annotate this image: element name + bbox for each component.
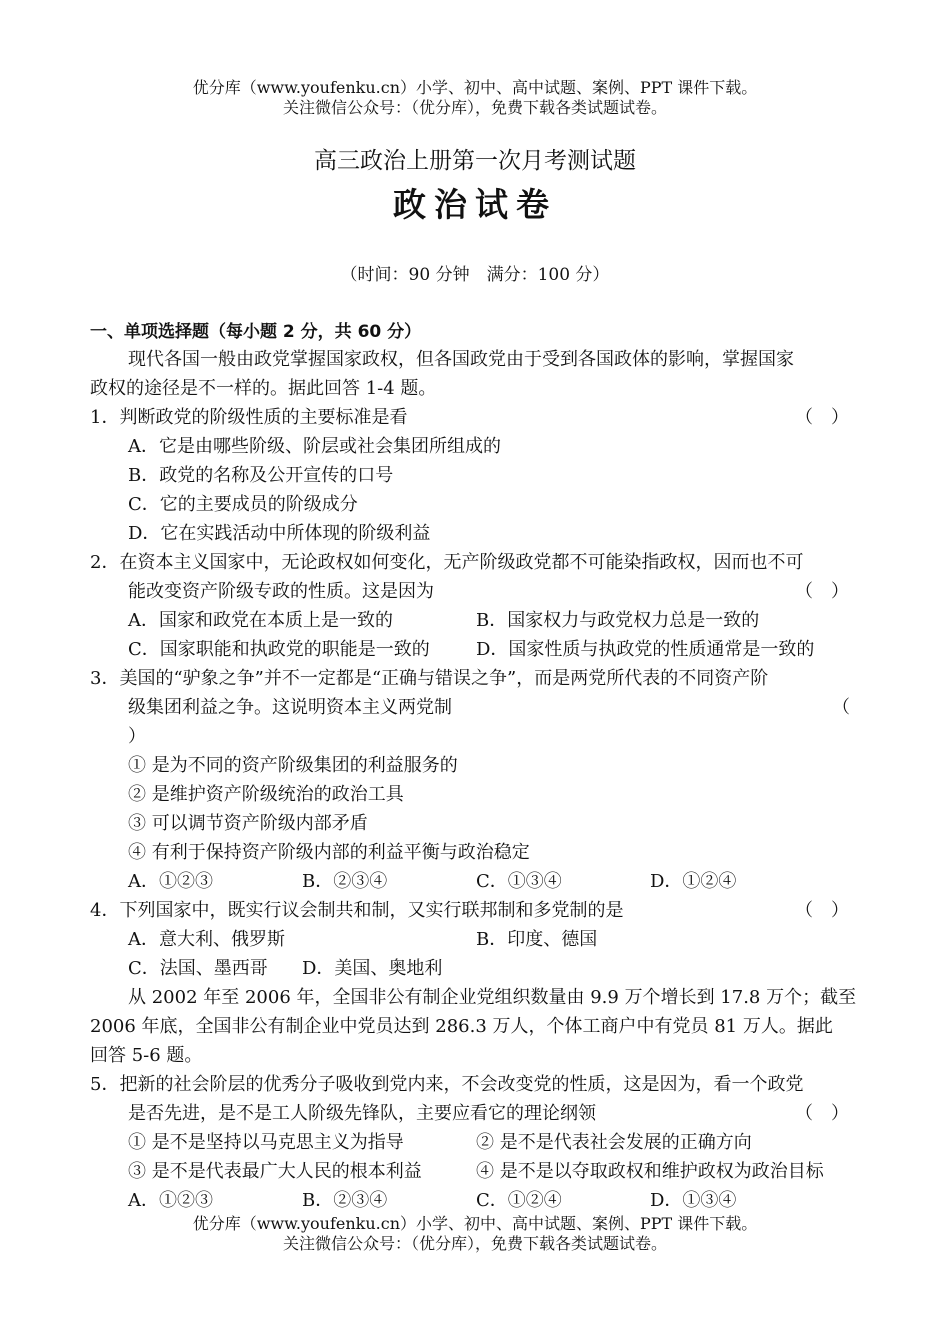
intro-2-line-2: 2006 年底，全国非公有制企业中党员达到 286.3 万人，个体工商户中有党员 81 万人。据此 — [90, 1016, 833, 1037]
exam-title: 高三政治上册第一次月考测试题 — [314, 148, 636, 174]
q3-statement-4: ④ 有利于保持资产阶级内部的利益平衡与政治稳定 — [128, 842, 530, 863]
q2-option-d: D．国家性质与执政党的性质通常是一致的 — [476, 639, 815, 660]
q2-stem-line-1: 2．在资本主义国家中，无论政权如何变化，无产阶级政党都不可能染指政权，因而也不可 — [90, 552, 804, 573]
q4-option-b: B．印度、德国 — [476, 929, 598, 950]
q5-statement-1: ① 是不是坚持以马克思主义为指导 — [128, 1132, 404, 1153]
exam-subtitle: 政治试卷 — [393, 185, 557, 224]
q5-statement-3: ③ 是不是代表最广大人民的根本利益 — [128, 1161, 422, 1182]
q5-option-d: D．①③④ — [650, 1190, 737, 1211]
q1-option-c: C．它的主要成员的阶级成分 — [128, 494, 358, 515]
footer-line-1: 优分库（www.youfenku.cn）小学、初中、高中试题、案例、PPT 课件下载。 — [192, 1214, 758, 1233]
q2-option-a: A．国家和政党在本质上是一致的 — [128, 610, 393, 631]
q5-option-c: C．①②④ — [476, 1190, 562, 1211]
q4-option-a: A．意大利、俄罗斯 — [128, 929, 285, 950]
q1-option-a: A．它是由哪些阶级、阶层或社会集团所组成的 — [128, 436, 501, 457]
intro-1-line-1: 现代各国一般由政党掌握国家政权，但各国政党由于受到各国政体的影响，掌握国家 — [128, 349, 794, 370]
q4-option-c: C．法国、墨西哥 — [128, 958, 268, 979]
q3-option-d: D．①②④ — [650, 871, 737, 892]
q1-stem: 1．判断政党的阶级性质的主要标准是看 — [90, 407, 408, 428]
q4-option-d: D．美国、奥地利 — [302, 958, 443, 979]
intro-2-line-3: 回答 5-6 题。 — [90, 1045, 203, 1066]
q5-statement-4: ④ 是不是以夺取政权和维护政权为政治目标 — [476, 1161, 824, 1182]
q4-answer-paren: （ ） — [795, 900, 849, 921]
q2-stem-line-2: 能改变资产阶级专政的性质。这是因为 — [128, 581, 434, 602]
q3-paren-open: （ — [832, 697, 850, 718]
intro-1-line-2: 政权的途径是不一样的。据此回答 1-4 题。 — [90, 378, 437, 399]
q1-answer-paren: （ ） — [795, 407, 849, 428]
q5-stem-line-1: 5．把新的社会阶层的优秀分子吸收到党内来，不会改变党的性质，这是因为，看一个政党 — [90, 1074, 804, 1095]
intro-2-line-1: 从 2002 年至 2006 年，全国非公有制企业党组织数量由 9.9 万个增长到 17.8 万个；截至 — [128, 987, 857, 1008]
q3-option-a: A．①②③ — [128, 871, 213, 892]
q1-option-d: D．它在实践活动中所体现的阶级利益 — [128, 523, 431, 544]
q5-stem-line-2: 是否先进，是不是工人阶级先锋队，主要应看它的理论纲领 — [128, 1103, 596, 1124]
q3-option-c: C．①③④ — [476, 871, 562, 892]
footer-line-2: 关注微信公众号：（优分库），免费下载各类试题试卷。 — [282, 1234, 667, 1253]
q5-answer-paren: （ ） — [795, 1103, 849, 1124]
q2-option-b: B．国家权力与政党权力总是一致的 — [476, 610, 760, 631]
section-heading: 一、单项选择题（每小题 2 分，共 60 分） — [90, 322, 422, 342]
time-info: （时间：90 分钟 满分：100 分） — [340, 265, 610, 285]
q3-statement-2: ② 是维护资产阶级统治的政治工具 — [128, 784, 404, 805]
q2-answer-paren: （ ） — [795, 581, 849, 602]
q2-option-c: C．国家职能和执政党的职能是一致的 — [128, 639, 430, 660]
q3-stem-line-2: 级集团利益之争。这说明资本主义两党制 — [128, 697, 452, 718]
q5-statement-2: ② 是不是代表社会发展的正确方向 — [476, 1132, 752, 1153]
q3-paren-close: ） — [128, 726, 146, 747]
q3-statement-3: ③ 可以调节资产阶级内部矛盾 — [128, 813, 368, 834]
q5-option-b: B．②③④ — [302, 1190, 388, 1211]
q5-option-a: A．①②③ — [128, 1190, 213, 1211]
q3-stem-line-1: 3．美国的“驴象之争”并不一定都是“正确与错误之争”，而是两党所代表的不同资产阶 — [90, 668, 769, 689]
q4-stem: 4．下列国家中，既实行议会制共和制，又实行联邦制和多党制的是 — [90, 900, 624, 921]
header-line-1: 优分库（www.youfenku.cn）小学、初中、高中试题、案例、PPT 课件下载。 — [192, 78, 758, 97]
q3-statement-1: ① 是为不同的资产阶级集团的利益服务的 — [128, 755, 458, 776]
header-line-2: 关注微信公众号：（优分库），免费下载各类试题试卷。 — [282, 98, 667, 117]
q1-option-b: B．政党的名称及公开宣传的口号 — [128, 465, 394, 486]
q3-option-b: B．②③④ — [302, 871, 388, 892]
